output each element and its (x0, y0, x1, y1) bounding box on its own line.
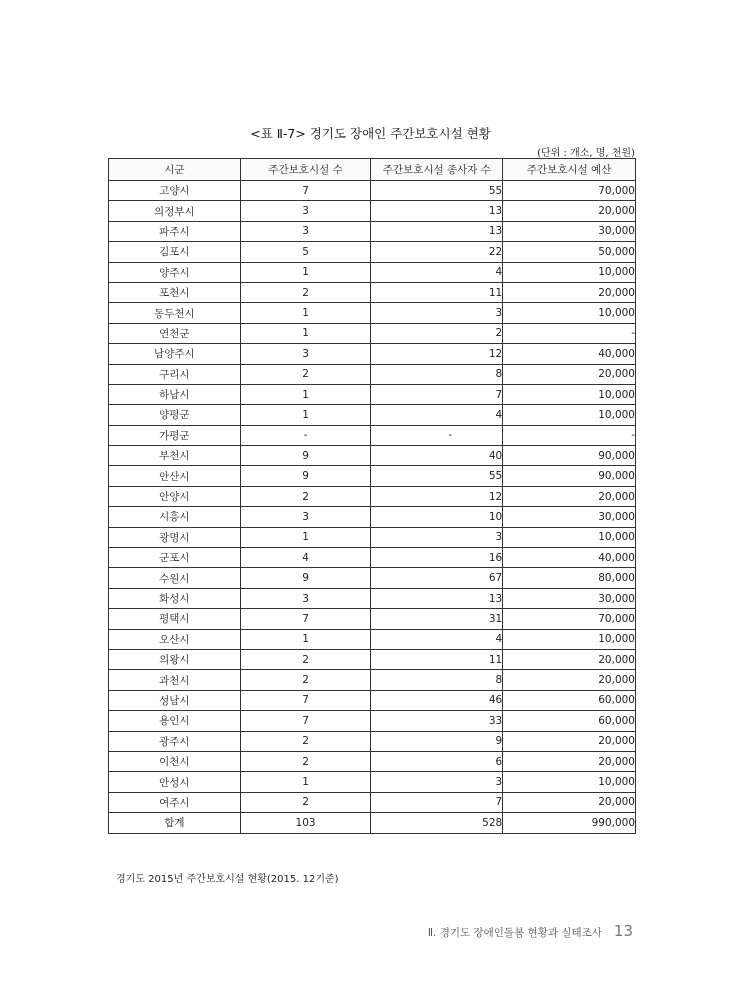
cell-facility-count: 3 (240, 221, 371, 241)
cell-staff-count: 12 (371, 486, 503, 506)
cell-staff-count: 33 (371, 711, 503, 731)
cell-facility-count: 3 (240, 588, 371, 608)
cell-budget: 90,000 (503, 446, 636, 466)
cell-budget: 10,000 (503, 262, 636, 282)
cell-city: 안산시 (109, 466, 241, 486)
cell-facility-count: 9 (240, 466, 371, 486)
cell-facility-count: 2 (240, 751, 371, 771)
cell-city: 동두천시 (109, 303, 241, 323)
cell-budget: - (503, 323, 636, 343)
cell-staff-count: - (371, 425, 503, 445)
header-row (109, 159, 636, 181)
cell-city: 김포시 (109, 242, 241, 262)
cell-city: 파주시 (109, 221, 241, 241)
table-row (109, 772, 636, 792)
cell-budget: 60,000 (503, 711, 636, 731)
cell-budget: 20,000 (503, 364, 636, 384)
cell-city: 용인시 (109, 711, 241, 731)
cell-facility-count: 7 (240, 181, 371, 201)
facility-table (108, 158, 636, 834)
cell-budget: 30,000 (503, 588, 636, 608)
cell-staff-count: 46 (371, 690, 503, 710)
cell-budget: 20,000 (503, 751, 636, 771)
cell-city: 군포시 (109, 548, 241, 568)
table-row (109, 629, 636, 649)
cell-staff-count: 9 (371, 731, 503, 751)
cell-staff-count: 16 (371, 548, 503, 568)
table-row (109, 221, 636, 241)
cell-budget: 70,000 (503, 181, 636, 201)
cell-facility-count: 1 (240, 405, 371, 425)
cell-facility-count: 7 (240, 690, 371, 710)
cell-budget: 20,000 (503, 731, 636, 751)
cell-staff-count: 528 (371, 813, 503, 833)
cell-city: 성남시 (109, 690, 241, 710)
cell-budget: 20,000 (503, 282, 636, 302)
cell-staff-count: 7 (371, 384, 503, 404)
cell-city: 시흥시 (109, 507, 241, 527)
cell-facility-count: 4 (240, 548, 371, 568)
table-row (109, 690, 636, 710)
cell-budget: 10,000 (503, 629, 636, 649)
cell-city: 오산시 (109, 629, 241, 649)
cell-staff-count: 7 (371, 792, 503, 812)
cell-budget: 990,000 (503, 813, 636, 833)
cell-city: 포천시 (109, 282, 241, 302)
table-row (109, 548, 636, 568)
table-row (109, 303, 636, 323)
cell-city: 과천시 (109, 670, 241, 690)
cell-budget: 50,000 (503, 242, 636, 262)
cell-facility-count: 2 (240, 731, 371, 751)
cell-facility-count: 3 (240, 344, 371, 364)
cell-facility-count: 2 (240, 282, 371, 302)
cell-facility-count: 2 (240, 364, 371, 384)
cell-budget: 80,000 (503, 568, 636, 588)
table-row (109, 507, 636, 527)
cell-staff-count: 40 (371, 446, 503, 466)
cell-budget: 60,000 (503, 690, 636, 710)
cell-staff-count: 12 (371, 344, 503, 364)
table-row (109, 262, 636, 282)
cell-city: 연천군 (109, 323, 241, 343)
cell-facility-count: 9 (240, 446, 371, 466)
cell-budget: 10,000 (503, 405, 636, 425)
table-row (109, 181, 636, 201)
cell-facility-count: 3 (240, 507, 371, 527)
table-row (109, 649, 636, 669)
cell-city: 수원시 (109, 568, 241, 588)
cell-staff-count: 22 (371, 242, 503, 262)
cell-city: 안성시 (109, 772, 241, 792)
cell-budget: 20,000 (503, 649, 636, 669)
cell-staff-count: 2 (371, 323, 503, 343)
cell-budget: 10,000 (503, 384, 636, 404)
cell-staff-count: 3 (371, 527, 503, 547)
table-row (109, 242, 636, 262)
cell-staff-count: 6 (371, 751, 503, 771)
table-row (109, 527, 636, 547)
cell-budget: 90,000 (503, 466, 636, 486)
total-row (109, 813, 636, 833)
table-row (109, 344, 636, 364)
cell-city: 광명시 (109, 527, 241, 547)
cell-budget: 20,000 (503, 486, 636, 506)
cell-facility-count: 7 (240, 711, 371, 731)
header-staff-count: 주간보호시설 종사자 수 (371, 159, 503, 181)
cell-budget: 30,000 (503, 507, 636, 527)
cell-budget: 10,000 (503, 303, 636, 323)
header-facility-count: 주간보호시설 수 (240, 159, 371, 181)
cell-facility-count: 2 (240, 649, 371, 669)
table-row (109, 670, 636, 690)
cell-city: 양주시 (109, 262, 241, 282)
cell-budget: 20,000 (503, 792, 636, 812)
cell-city: 남양주시 (109, 344, 241, 364)
cell-staff-count: 55 (371, 466, 503, 486)
table-row (109, 323, 636, 343)
table-row (109, 609, 636, 629)
cell-city: 안양시 (109, 486, 241, 506)
cell-city: 부천시 (109, 446, 241, 466)
cell-staff-count: 3 (371, 772, 503, 792)
cell-staff-count: 4 (371, 629, 503, 649)
page-number: 13 (613, 922, 633, 940)
cell-facility-count: 103 (240, 813, 371, 833)
cell-staff-count: 13 (371, 221, 503, 241)
cell-facility-count: 2 (240, 486, 371, 506)
unit-note: (단위 : 개소, 명, 천원) (537, 148, 635, 159)
cell-staff-count: 4 (371, 405, 503, 425)
table-row (109, 425, 636, 445)
source-note: 경기도 2015년 주간보호시설 현황(2015. 12기준) (116, 874, 339, 885)
table-row (109, 282, 636, 302)
table-row (109, 711, 636, 731)
cell-facility-count: 1 (240, 262, 371, 282)
cell-facility-count: 2 (240, 670, 371, 690)
table-body (109, 181, 636, 834)
cell-staff-count: 55 (371, 181, 503, 201)
footer-section-title: Ⅱ. 경기도 장애인돌봄 현황과 실태조사 (427, 927, 602, 939)
header-budget: 주간보호시설 예산 (503, 159, 636, 181)
cell-city: 합계 (109, 813, 241, 833)
cell-staff-count: 3 (371, 303, 503, 323)
cell-city: 평택시 (109, 609, 241, 629)
cell-staff-count: 4 (371, 262, 503, 282)
cell-staff-count: 67 (371, 568, 503, 588)
cell-city: 화성시 (109, 588, 241, 608)
cell-budget: - (503, 425, 636, 445)
cell-staff-count: 11 (371, 282, 503, 302)
cell-facility-count: 1 (240, 772, 371, 792)
cell-facility-count: - (240, 425, 371, 445)
cell-budget: 10,000 (503, 527, 636, 547)
cell-facility-count: 9 (240, 568, 371, 588)
table-row (109, 364, 636, 384)
cell-city: 의정부시 (109, 201, 241, 221)
table-title: <표 Ⅱ-7> 경기도 장애인 주간보호시설 현황 (250, 126, 491, 141)
table-row (109, 201, 636, 221)
cell-budget: 20,000 (503, 201, 636, 221)
cell-staff-count: 8 (371, 364, 503, 384)
cell-facility-count: 2 (240, 792, 371, 812)
table-row (109, 466, 636, 486)
table-row (109, 446, 636, 466)
table-row (109, 405, 636, 425)
cell-staff-count: 10 (371, 507, 503, 527)
cell-staff-count: 11 (371, 649, 503, 669)
cell-city: 양평군 (109, 405, 241, 425)
table-row (109, 384, 636, 404)
cell-facility-count: 1 (240, 527, 371, 547)
cell-budget: 40,000 (503, 344, 636, 364)
table-row (109, 731, 636, 751)
cell-budget: 40,000 (503, 548, 636, 568)
cell-facility-count: 5 (240, 242, 371, 262)
cell-facility-count: 1 (240, 303, 371, 323)
cell-city: 고양시 (109, 181, 241, 201)
table-row (109, 568, 636, 588)
table-row (109, 486, 636, 506)
header-city: 시군 (109, 159, 241, 181)
cell-city: 의왕시 (109, 649, 241, 669)
cell-city: 가평군 (109, 425, 241, 445)
cell-staff-count: 8 (371, 670, 503, 690)
table-row (109, 751, 636, 771)
cell-facility-count: 1 (240, 323, 371, 343)
table-row (109, 792, 636, 812)
cell-budget: 30,000 (503, 221, 636, 241)
cell-staff-count: 13 (371, 588, 503, 608)
cell-facility-count: 1 (240, 384, 371, 404)
cell-facility-count: 7 (240, 609, 371, 629)
cell-city: 광주시 (109, 731, 241, 751)
table-row (109, 588, 636, 608)
cell-city: 하남시 (109, 384, 241, 404)
cell-budget: 10,000 (503, 772, 636, 792)
cell-facility-count: 1 (240, 629, 371, 649)
cell-city: 구리시 (109, 364, 241, 384)
page-footer (428, 922, 633, 940)
cell-staff-count: 13 (371, 201, 503, 221)
cell-staff-count: 31 (371, 609, 503, 629)
cell-budget: 70,000 (503, 609, 636, 629)
cell-city: 이천시 (109, 751, 241, 771)
cell-facility-count: 3 (240, 201, 371, 221)
cell-budget: 20,000 (503, 670, 636, 690)
cell-city: 여주시 (109, 792, 241, 812)
